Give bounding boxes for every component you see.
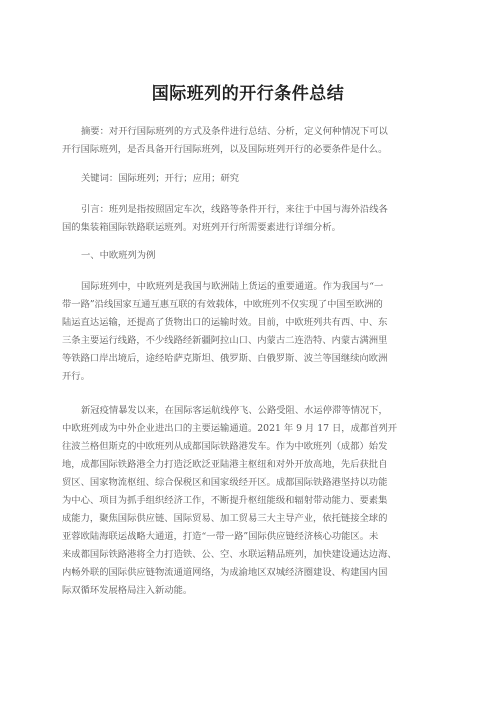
paragraph-line: 新冠疫情暴发以来，在国际客运航线停飞、公路受阻、水运停滞等情况下， <box>81 405 388 416</box>
abstract-line: 摘要：对开行国际班列的方式及条件进行总结、分析，定义何种情况下可以 <box>81 126 388 137</box>
intro-line: 国的集装箱国际铁路联运班列。对班列开行所需要素进行详细分析。 <box>62 222 341 233</box>
paragraph-1 <box>62 278 442 386</box>
section-heading-text: 一、中欧班列为例 <box>81 250 156 261</box>
keywords-line: 关键词：国际班列；开行；应用；研究 <box>81 173 240 184</box>
paragraph-line: 等铁路口岸出境后，途经哈萨克斯坦、俄罗斯、白俄罗斯、波兰等国继续向欧洲 <box>62 353 388 364</box>
paragraph-line: 陆运直达运输，还提高了货物出口的运输时效。目前，中欧班列共有西、中、东 <box>62 317 388 328</box>
paragraph-line: 贸区、国家物流枢纽、综合保税区和国家级经开区。成都国际铁路港坚持以功能 <box>62 477 388 488</box>
paragraph-line: 三条主要运行线路，不少线路经新疆阿拉山口、内蒙古二连浩特、内蒙古满洲里 <box>62 335 388 346</box>
paragraph-line: 带一路”沿线国家互通互惠互联的有效载体，中欧班列不仅实现了中国至欧洲的 <box>62 299 383 310</box>
intro-line: 引言：班列是指按照固定车次，线路等条件开行，来往于中国与海外沿线各 <box>81 204 388 215</box>
paragraph-line: 为中心、项目为抓手组织经济工作，不断提升枢纽能级和辐射带动能力、要素集 <box>62 495 388 506</box>
paragraph-line: 亚蓉欧陆海联运战略大通道，打造“一带一路”国际供应链经济核心功能区。未 <box>62 531 379 542</box>
paragraph-line: 国际班列中，中欧班列是我国与欧洲陆上货运的重要通道。作为我国与“一 <box>81 281 384 292</box>
paragraph-line: 中欧班列成为中外企业进出口的主要运输通道。2021 年 9 月 17 日，成都首列开 <box>62 423 398 434</box>
paragraph-line: 来成都国际铁路港将全力打造铁、公、空、水联运精品班列，加快建设通达边海、 <box>62 549 397 560</box>
paragraph-line: 往波兰格但斯克的中欧班列从成都国际铁路港发车。作为中欧班列（成都）始发 <box>62 441 388 452</box>
paragraph-line: 地，成都国际铁路港全力打造泛欧泛亚陆港主枢纽和对外开放高地，先后获批自 <box>62 459 388 470</box>
introduction <box>62 201 442 237</box>
paragraph-line: 际双循环发展格局注入新动能。 <box>62 585 193 596</box>
paragraph-2 <box>62 402 442 600</box>
keywords <box>62 170 442 188</box>
paragraph-line: 内畅外联的国际供应链物流通道网络，为成渝地区双城经济圈建设、构建国内国 <box>62 567 388 578</box>
paragraph-line: 开行。 <box>62 371 90 382</box>
abstract <box>62 123 442 159</box>
document-title: 国际班列的开行条件总结 <box>151 84 345 104</box>
section-heading <box>62 247 442 265</box>
abstract-line: 开行国际班列，是否具备开行国际班列，以及国际班列开行的必要条件是什么。 <box>62 144 388 155</box>
paragraph-line: 成能力，聚焦国际供应链、国际贸易、加工贸易三大主导产业，依托链接全球的 <box>62 513 388 524</box>
